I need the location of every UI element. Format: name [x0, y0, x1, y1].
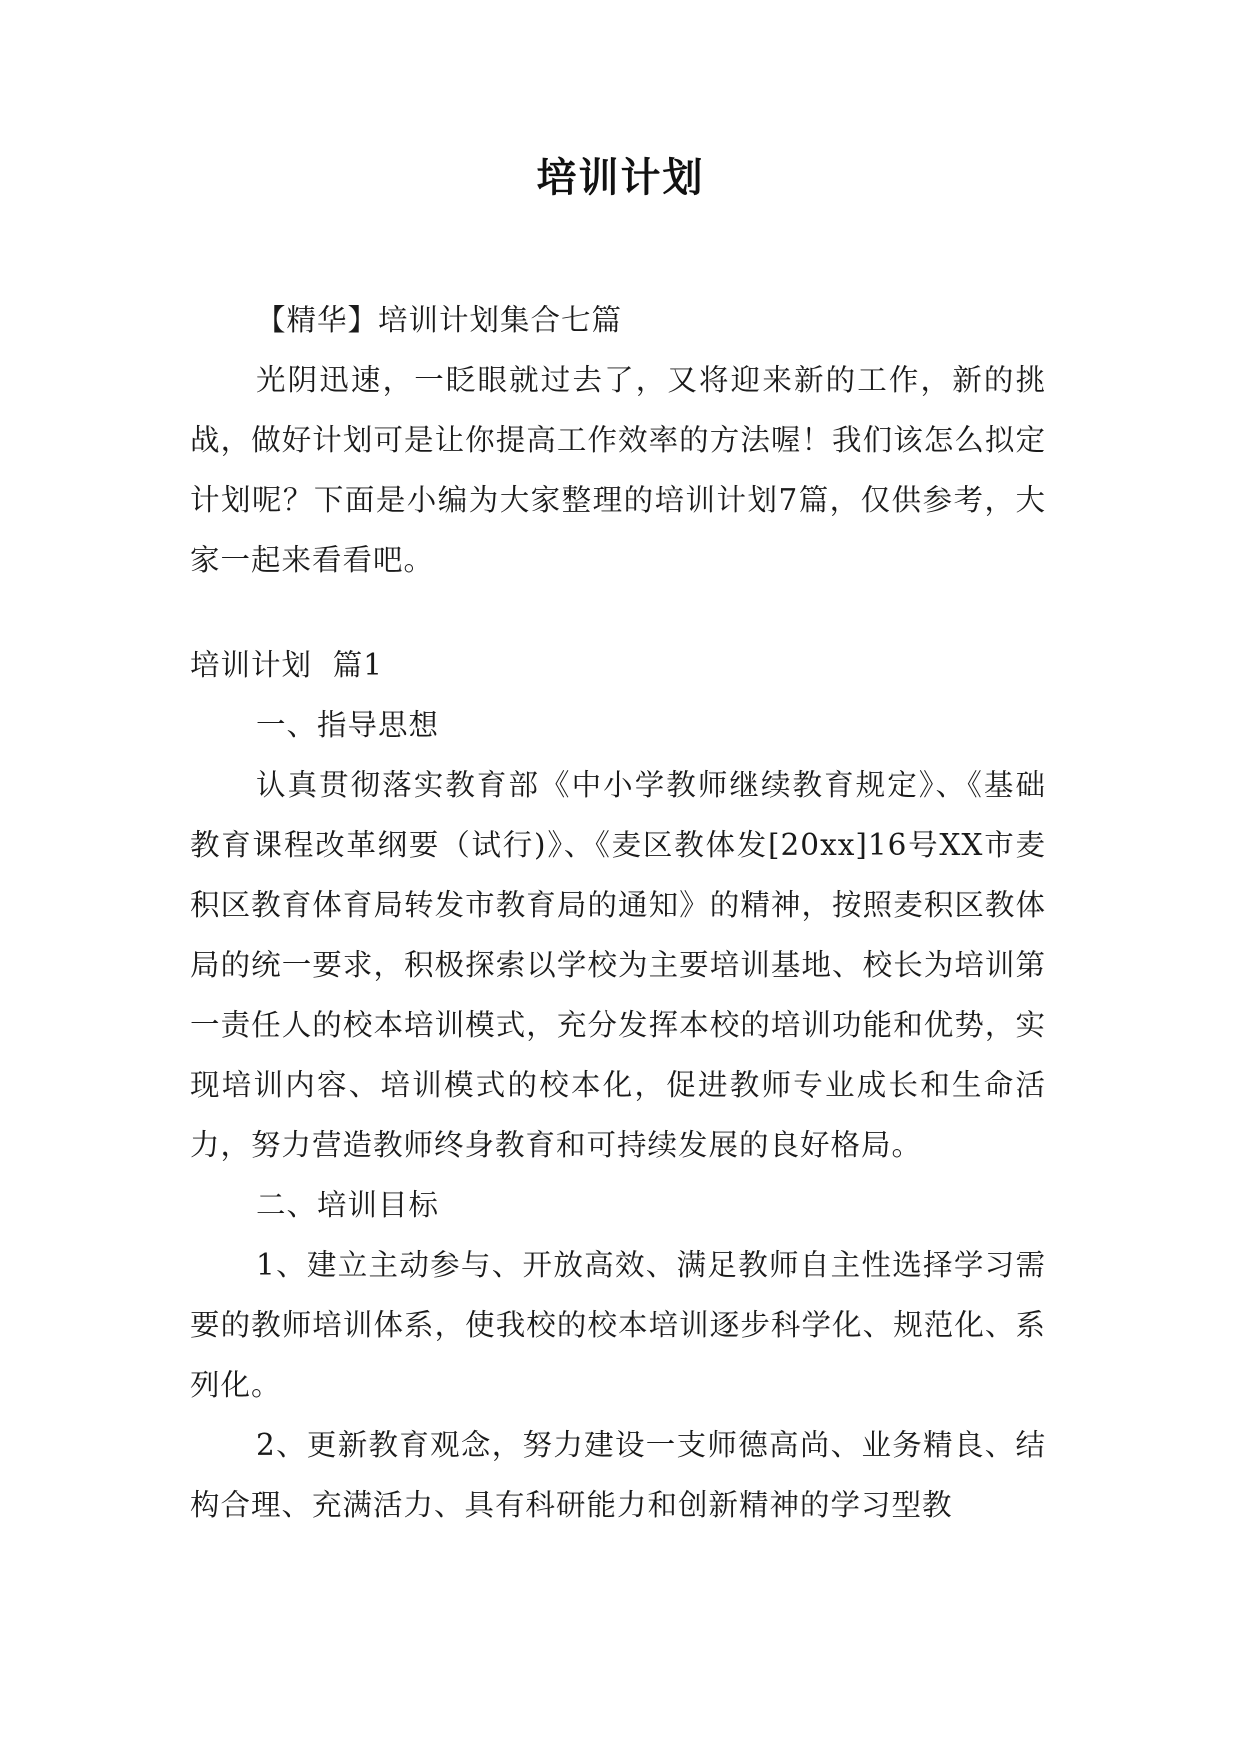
intro-subtitle: 【精华】培训计划集合七篇 [256, 303, 623, 337]
heading-training-goals: 二、培训目标 [256, 1188, 440, 1222]
intro-paragraph: 光阴迅速，一眨眼就过去了，又将迎来新的工作，新的挑战，做好计划可是让你提高工作效率的方法喔！我们该怎么拟定计划呢？下面是小编为大家整理的培训计划7篇，仅供参考，大家一起来看看吧。 [190, 363, 1046, 577]
paragraph-goal-2: 2、更新教育观念，努力建设一支师德高尚、业务精良、结构合理、充满活力、具有科研能力和创新精神的学习型教 [190, 1428, 1046, 1522]
intro-section [190, 290, 1046, 590]
section-heading: 培训计划 篇1 [190, 648, 384, 682]
document-title: 培训计划 [536, 155, 705, 201]
paragraph-guiding-ideology: 认真贯彻落实教育部《中小学教师继续教育规定》、《基础教育课程改革纲要（试行)》、《麦区教体发[20xx]16号XX市麦积区教育体育局转发市教育局的通知》的精神，按照麦积区教体局的统一要求，积极探索以学校为主要培训基地、校长为培训第一责任人的校本培训模式，充分发挥本校的培训功能和优势，实现培训内容、培训模式的校本化，促进教师专业成长和生命活力，努力营造教师终身教育和可持续发展的良好格局。 [190, 768, 1046, 1162]
heading-guiding-ideology: 一、指导思想 [256, 708, 440, 742]
paragraph-goal-1: 1、建立主动参与、开放高效、满足教师自主性选择学习需要的教师培训体系，使我校的校本培训逐步科学化、规范化、系列化。 [190, 1248, 1046, 1402]
main-section [190, 635, 1046, 1535]
